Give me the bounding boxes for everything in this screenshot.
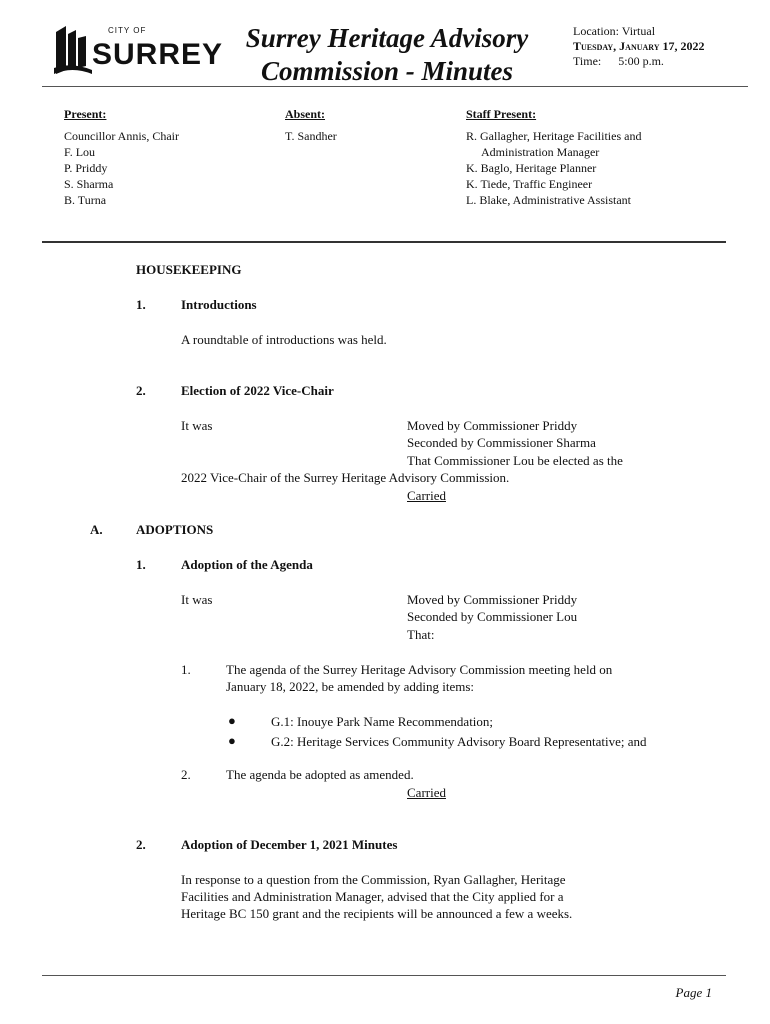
logo-city-of: CITY OF bbox=[108, 26, 147, 35]
adoptions-heading: ADOPTIONS bbox=[136, 522, 214, 537]
staff-column bbox=[466, 106, 726, 208]
sub-item-text: The agenda of the Surrey Heritage Advisory Commission meeting held on bbox=[226, 662, 613, 677]
present-column bbox=[64, 106, 264, 208]
meeting-meta bbox=[573, 24, 705, 69]
item-title: Adoption of the Agenda bbox=[181, 557, 313, 572]
attendance-divider bbox=[42, 241, 726, 243]
present-label: Present: bbox=[64, 107, 107, 121]
motion-moved: Moved by Commissioner Priddy bbox=[407, 592, 578, 607]
item-body: A roundtable of introductions was held. bbox=[181, 332, 387, 347]
document-title bbox=[222, 22, 552, 88]
item-number: 1. bbox=[136, 297, 146, 312]
motion-moved: Moved by Commissioner Priddy bbox=[407, 418, 578, 433]
bullet-icon: ● bbox=[228, 733, 236, 748]
present-item: S. Sharma bbox=[64, 177, 114, 191]
sub-item-number: 1. bbox=[181, 662, 191, 677]
present-item: P. Priddy bbox=[64, 161, 108, 175]
meeting-location: Location: Virtual bbox=[573, 24, 656, 38]
absent-item: T. Sandher bbox=[285, 129, 337, 143]
motion-seconded: Seconded by Commissioner Lou bbox=[407, 609, 578, 624]
logo-mark-icon bbox=[52, 24, 96, 76]
bullet-icon: ● bbox=[228, 713, 236, 728]
footer-divider bbox=[42, 975, 726, 976]
sub-item-text: The agenda be adopted as amended. bbox=[226, 767, 414, 782]
item-body: In response to a question from the Commission, Ryan Gallagher, Heritage bbox=[181, 872, 566, 887]
header-divider bbox=[42, 86, 748, 87]
staff-item: L. Blake, Administrative Assistant bbox=[466, 193, 631, 207]
time-value: 5:00 p.m. bbox=[618, 54, 664, 68]
item-body: Heritage BC 150 grant and the recipients will be announced a few a weeks. bbox=[181, 906, 573, 921]
staff-item: R. Gallagher, Heritage Facilities and bbox=[466, 129, 642, 143]
present-item: F. Lou bbox=[64, 145, 96, 159]
item-number: 2. bbox=[136, 383, 146, 398]
item-title: Adoption of December 1, 2021 Minutes bbox=[181, 837, 398, 852]
logo-surrey: SURREY bbox=[92, 38, 224, 71]
motion-seconded: Seconded by Commissioner Sharma bbox=[407, 435, 596, 450]
absent-label: Absent: bbox=[285, 107, 326, 121]
staff-label: Staff Present: bbox=[466, 107, 537, 121]
staff-item: K. Baglo, Heritage Planner bbox=[466, 161, 597, 175]
housekeeping-heading: HOUSEKEEPING bbox=[136, 262, 242, 277]
staff-item-continued: Administration Manager bbox=[481, 145, 600, 159]
city-logo bbox=[52, 24, 224, 78]
motion-carried: Carried bbox=[407, 488, 446, 503]
it-was-label: It was bbox=[181, 418, 213, 433]
title-line-1: Surrey Heritage Advisory bbox=[245, 23, 529, 53]
present-item: B. Turna bbox=[64, 193, 107, 207]
bullet-text: G.2: Heritage Services Community Advisory Board Representative; and bbox=[271, 734, 647, 749]
absent-column bbox=[285, 106, 435, 144]
item-body: Facilities and Administration Manager, advised that the City applied for a bbox=[181, 889, 564, 904]
item-title: Introductions bbox=[181, 297, 257, 312]
section-letter: A. bbox=[90, 522, 103, 537]
present-item: Councillor Annis, Chair bbox=[64, 129, 179, 143]
motion-that: That Commissioner Lou be elected as the bbox=[407, 453, 623, 468]
item-number: 1. bbox=[136, 557, 146, 572]
meeting-time bbox=[573, 54, 705, 69]
motion-that-continued: 2022 Vice-Chair of the Surrey Heritage Advisory Commission. bbox=[181, 470, 510, 485]
sub-item-number: 2. bbox=[181, 767, 191, 782]
it-was-label: It was bbox=[181, 592, 213, 607]
page-number: Page 1 bbox=[675, 985, 712, 1000]
item-title: Election of 2022 Vice-Chair bbox=[181, 383, 334, 398]
staff-item: K. Tiede, Traffic Engineer bbox=[466, 177, 593, 191]
item-number: 2. bbox=[136, 837, 146, 852]
motion-that: That: bbox=[407, 627, 435, 642]
title-line-2: Commission - Minutes bbox=[260, 56, 514, 86]
bullet-text: G.1: Inouye Park Name Recommendation; bbox=[271, 714, 494, 729]
sub-item-text: January 18, 2022, be amended by adding items: bbox=[226, 679, 475, 694]
time-label: Time: bbox=[573, 54, 602, 68]
meeting-date: Tuesday, January 17, 2022 bbox=[573, 39, 705, 53]
motion-carried: Carried bbox=[407, 785, 446, 800]
